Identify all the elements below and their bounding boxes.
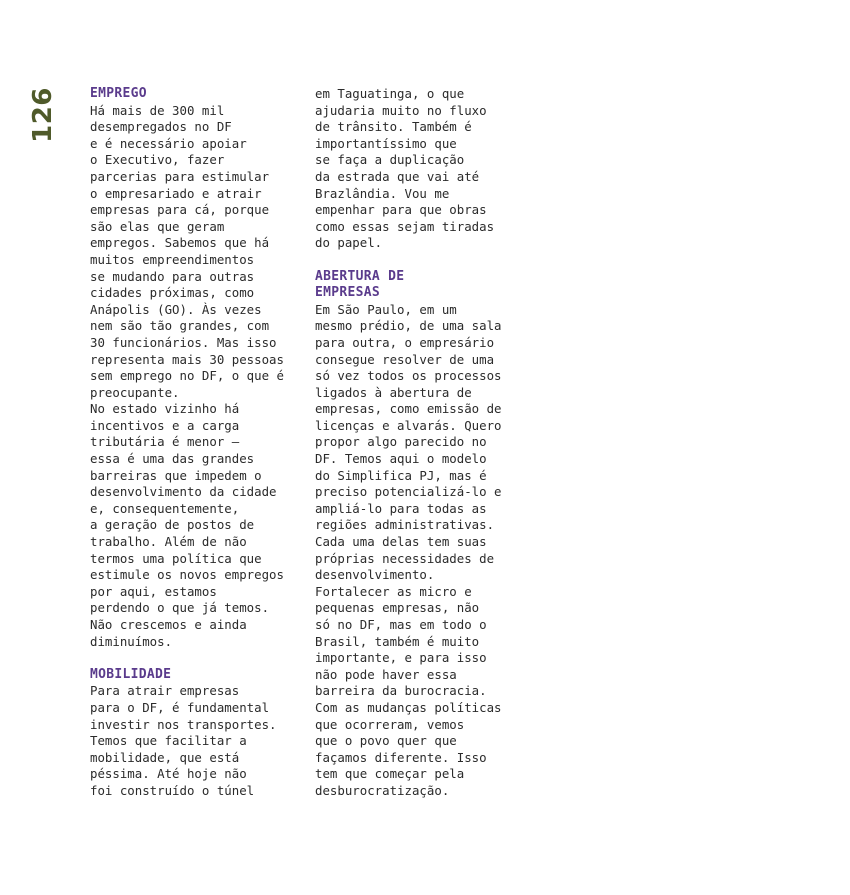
- text-line: Em São Paulo, em um: [315, 301, 457, 317]
- text-line: da estrada que vai até: [315, 168, 480, 184]
- text-line: muitos empreendimentos: [90, 251, 255, 267]
- text-line: DF. Temos aqui o modelo: [315, 451, 487, 467]
- text-line: do Simplifica PJ, mas é: [315, 467, 487, 483]
- text-line: péssima. Até hoje não: [90, 766, 247, 782]
- text-line: próprias necessidades de: [315, 550, 495, 566]
- text-line: estimule os novos empregos: [90, 567, 284, 583]
- text-line: Temos que facilitar a: [90, 733, 247, 749]
- paragraph-emprego: [90, 103, 312, 651]
- text-line: e, consequentemente,: [90, 500, 240, 516]
- text-line: de trânsito. Também é: [315, 119, 472, 135]
- text-line: barreiras que impedem o: [90, 467, 262, 483]
- text-line: propor algo parecido no: [315, 434, 487, 450]
- text-line: empenhar para que obras: [315, 202, 487, 218]
- section-heading-abertura-line2: EMPRESAS: [315, 285, 381, 301]
- text-line: essa é uma das grandes: [90, 451, 255, 467]
- text-line: pequenas empresas, não: [315, 600, 480, 616]
- text-line: a geração de postos de: [90, 517, 255, 533]
- text-line: só vez todos os processos: [315, 368, 502, 384]
- text-line: regiões administrativas.: [315, 517, 495, 533]
- text-line: Fortalecer as micro e: [315, 583, 472, 599]
- text-line: se faça a duplicação: [315, 152, 465, 168]
- text-line: como essas sejam tiradas: [315, 218, 495, 234]
- text-line: se mudando para outras: [90, 268, 255, 284]
- text-line: desenvolvimento da cidade: [90, 484, 277, 500]
- text-line: que ocorreram, vemos: [315, 716, 465, 732]
- text-line: representa mais 30 pessoas: [90, 351, 284, 367]
- text-line: Anápolis (GO). Às vezes: [90, 301, 262, 317]
- paragraph-mobilidade: [90, 683, 312, 799]
- text-line: tributária é menor —: [90, 434, 240, 450]
- text-line: não pode haver essa: [315, 666, 457, 682]
- text-line: empresas para cá, porque: [90, 202, 270, 218]
- right-column: [315, 86, 540, 800]
- text-line: o Executivo, fazer: [90, 152, 225, 168]
- section-gap: [315, 252, 540, 269]
- text-line: Cada uma delas tem suas: [315, 534, 487, 550]
- section-heading-abertura-line1: ABERTURA DE: [315, 268, 405, 284]
- text-line: ligados à abertura de: [315, 384, 472, 400]
- text-line: por aqui, estamos: [90, 583, 217, 599]
- text-line: só no DF, mas em todo o: [315, 617, 487, 632]
- text-line: preciso potencializá-lo e: [315, 484, 502, 500]
- text-line: Brasil, também é muito: [315, 633, 480, 649]
- text-line: Não crescemos e ainda: [90, 617, 247, 632]
- text-line: desburocratização.: [315, 782, 450, 798]
- text-line: façamos diferente. Isso: [315, 749, 487, 765]
- text-line: e é necessário apoiar: [90, 135, 247, 151]
- text-line: empregos. Sabemos que há: [90, 235, 270, 251]
- text-line: Com as mudanças políticas: [315, 699, 502, 715]
- text-line: nem são tão grandes, com: [90, 318, 270, 334]
- page-number-text: 126: [28, 87, 58, 143]
- text-line: em Taguatinga, o que: [315, 86, 465, 101]
- text-line: empresas, como emissão de: [315, 401, 502, 417]
- text-line: foi construído o túnel: [90, 782, 255, 798]
- text-line: que o povo quer que: [315, 733, 457, 749]
- text-line: termos uma política que: [90, 550, 262, 566]
- text-line: preocupante.: [90, 384, 180, 400]
- text-line: incentivos e a carga: [90, 417, 240, 433]
- text-line: mobilidade, que está: [90, 749, 240, 765]
- text-line: ampliá-lo para todas as: [315, 500, 487, 516]
- left-column: [90, 86, 312, 800]
- text-line: importante, e para isso: [315, 650, 487, 666]
- text-line: No estado vizinho há: [90, 401, 240, 417]
- section-heading-emprego: EMPREGO: [90, 86, 147, 101]
- text-line: investir nos transportes.: [90, 716, 277, 732]
- text-line: para outra, o empresário: [315, 334, 495, 350]
- text-line: parcerias para estimular: [90, 168, 270, 184]
- text-line: Para atrair empresas: [90, 683, 240, 699]
- text-line: 30 funcionários. Mas isso: [90, 334, 277, 350]
- text-line: cidades próximas, como: [90, 285, 255, 301]
- text-line: licenças e alvarás. Quero: [315, 417, 502, 433]
- text-line: são elas que geram: [90, 218, 225, 234]
- text-line: Brazlândia. Vou me: [315, 185, 450, 201]
- page-number: [28, 88, 58, 142]
- paragraph-abertura: [315, 302, 540, 800]
- text-line: mesmo prédio, de uma sala: [315, 318, 502, 334]
- paragraph-mobilidade-continued: [315, 86, 540, 252]
- text-line: desenvolvimento.: [315, 567, 435, 583]
- text-line: consegue resolver de uma: [315, 351, 495, 367]
- text-line: trabalho. Além de não: [90, 534, 247, 550]
- section-heading-mobilidade: MOBILIDADE: [90, 666, 172, 682]
- text-line: para o DF, é fundamental: [90, 699, 270, 715]
- text-line: diminuímos.: [90, 633, 173, 649]
- text-line: importantíssimo que: [315, 135, 457, 151]
- text-line: o empresariado e atrair: [90, 185, 262, 201]
- text-line: barreira da burocracia.: [315, 683, 487, 699]
- text-line: do papel.: [315, 235, 383, 251]
- text-line: perdendo o que já temos.: [90, 600, 270, 616]
- text-line: sem emprego no DF, o que é: [90, 368, 284, 384]
- text-line: desempregados no DF: [90, 119, 232, 135]
- text-line: tem que começar pela: [315, 766, 465, 782]
- text-line: ajudaria muito no fluxo: [315, 102, 487, 118]
- section-gap: [90, 650, 312, 667]
- text-line: Há mais de 300 mil: [90, 102, 225, 118]
